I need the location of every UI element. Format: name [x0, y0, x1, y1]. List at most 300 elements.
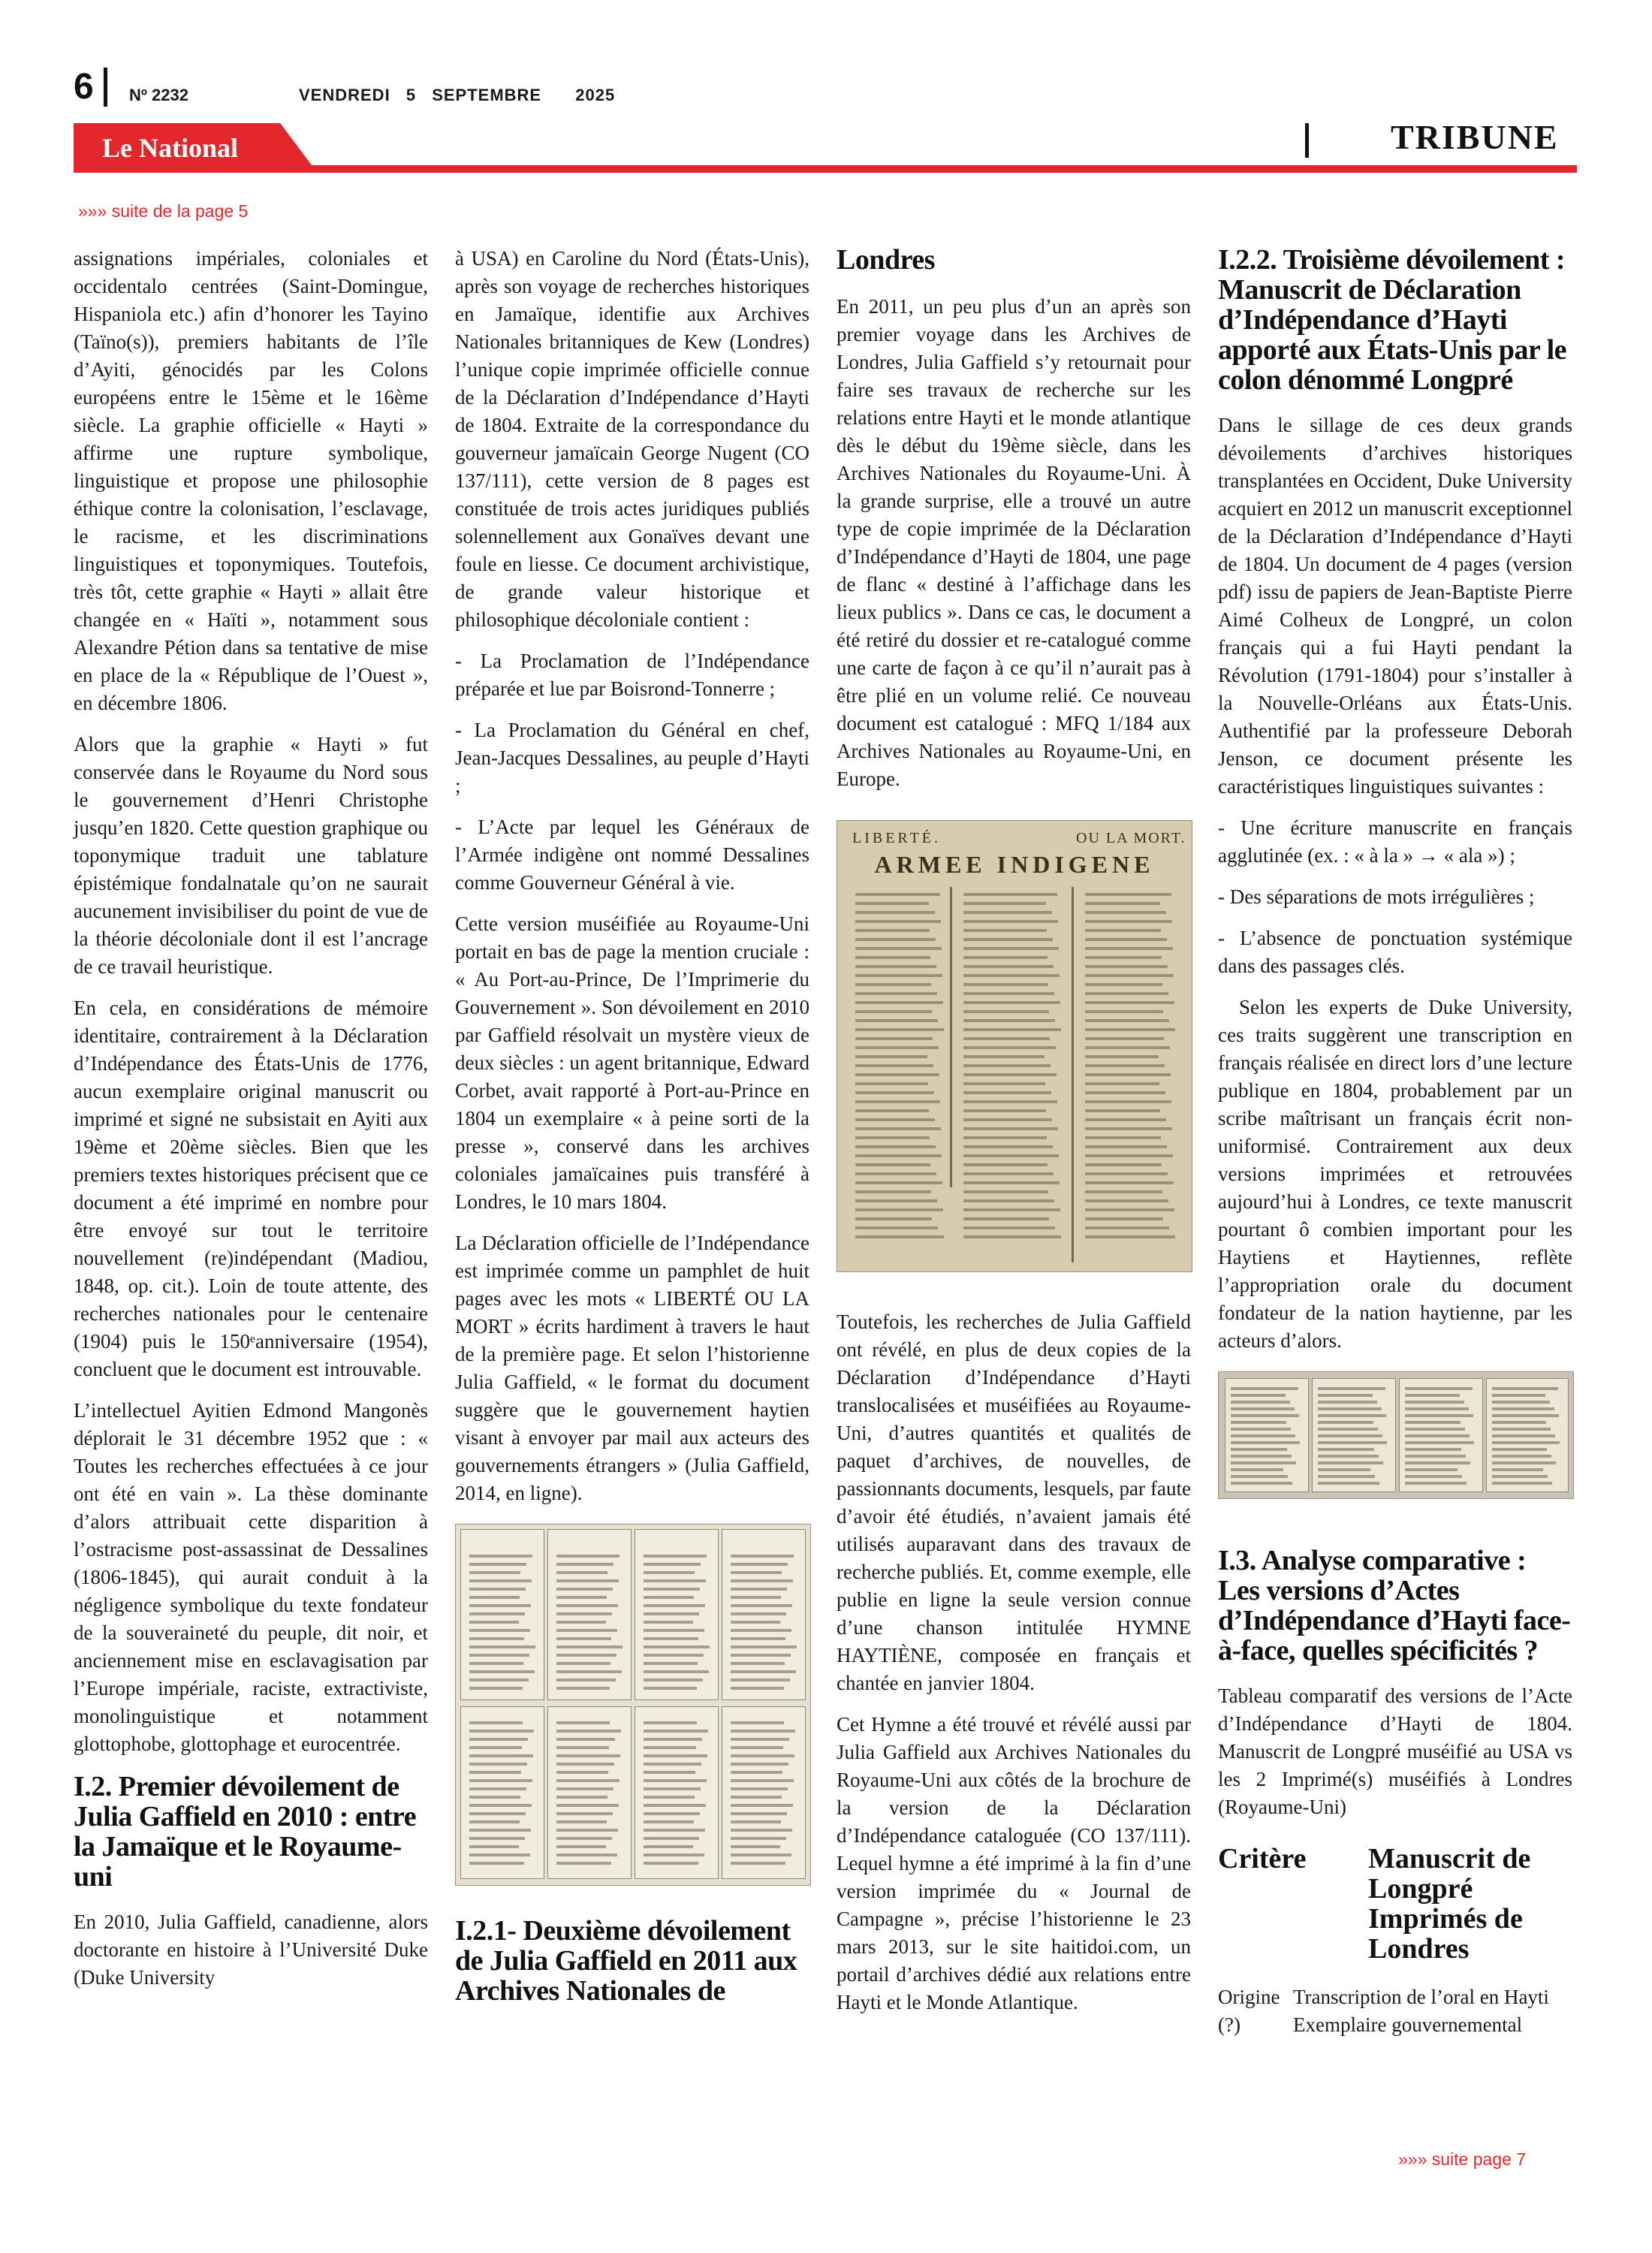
scan-text-line	[731, 1771, 782, 1774]
scan-text-line	[469, 1629, 530, 1632]
scan-text-line	[644, 1796, 695, 1799]
scan-text-line	[644, 1604, 705, 1607]
scan-text-line	[1231, 1407, 1295, 1410]
paragraph: En 2011, un peu plus d’un an après son premier voyage dans les Archives de Londres, Julia Gaffield s’y retournait pour faire ses travaux de recherche sur les relations entre Hayti et le monde atlantique dès le début du 19ème siècle, dans les Archives Nationales du Royaume-Uni. À la grande surprise, elle a trouvé un autre type de copie imprimée de la Déclaration d’Indépendance d’Hayti de 1804, une page de flanc « destiné à l’affichage dans les lieux publics ». Dans ce cas, le document a été retiré du dossier et re-catalogué comme une carte de façon à ce qu’il n’aurait pas à être plié en un volume relié. Ce nouveau document est catalogué : MFQ 1/184 aux Archives Nationales au Royaume-Uni, en Europe.	[837, 295, 1191, 790]
scan-text-line	[1085, 965, 1168, 968]
scan-text-line	[469, 1763, 527, 1766]
scan-text-line	[1085, 911, 1166, 914]
scan-text-line	[556, 1804, 619, 1807]
comparison-table-header	[1218, 1844, 1572, 1964]
scan-text-line	[963, 1100, 1057, 1103]
scan-text-line	[1085, 1154, 1173, 1157]
scan-text-line	[731, 1670, 796, 1673]
scan-text-line	[731, 1571, 782, 1574]
table-header-cell: Critère	[1218, 1843, 1307, 1874]
table-row	[1218, 1983, 1572, 2039]
column-1	[74, 245, 428, 2005]
scan-text-line	[731, 1721, 784, 1724]
scan-text-line	[469, 1687, 523, 1690]
scan-text-line	[556, 1845, 606, 1848]
scan-text-line	[855, 1226, 938, 1229]
scan-text-line	[855, 920, 941, 923]
scan-text-line	[469, 1820, 520, 1823]
scan-text-line	[1492, 1475, 1548, 1478]
scan-text-line	[644, 1721, 697, 1724]
scan-text-line	[963, 1064, 1051, 1067]
scan-text-line	[556, 1571, 607, 1574]
scan-text-line	[1231, 1475, 1288, 1478]
scan-text-line	[556, 1796, 607, 1799]
scan-text-line	[963, 1118, 1052, 1121]
scan-text-line	[556, 1563, 613, 1566]
scan-text-line	[1492, 1461, 1556, 1464]
armee-indigene-broadside-image	[837, 820, 1192, 1272]
scan-text-line	[556, 1629, 617, 1632]
scan-text-line	[963, 947, 1059, 950]
scan-text-line	[1492, 1387, 1558, 1390]
column-3	[837, 245, 1191, 2030]
scan-text-line	[556, 1787, 613, 1790]
scan-text-line	[1085, 1136, 1161, 1139]
scan-text-line	[1231, 1468, 1283, 1471]
scan-text-line	[963, 1199, 1054, 1202]
scan-text-line	[1085, 974, 1174, 977]
scan-text-line	[1085, 1082, 1159, 1085]
scan-text-line	[855, 1046, 939, 1049]
broadside-heading-left: LIBERTÉ.	[852, 830, 942, 846]
scan-text-line	[1085, 1055, 1159, 1058]
scan-text-line	[731, 1820, 781, 1823]
scan-text-line	[963, 893, 1057, 896]
header-rule	[74, 165, 1577, 173]
scan-text-line	[1085, 893, 1171, 896]
section-heading-1-3: I.3. Analyse comparative : Les versions d’Actes d’Indépendance d’Hayti face-à-face, quelles spécificités ?	[1218, 1545, 1571, 1666]
paragraph: Selon les experts de Duke University, ces traits suggèrent une transcription en français réalisée en direct lors d’une lecture publique en 1804, probablement par un scribe maîtrisant un français écrit non-uniformisé. Contrairement aux deux versions imprimées et retrouvées aujourd’hui à Londres, ce texte manuscrit pourtant ô combien important pour les Haytiens et Haytiennes, reflète l’appropriation orale du document fondateur de la nation haytienne, par les acteurs d’alors.	[1218, 996, 1572, 1352]
scan-text-line	[1231, 1448, 1287, 1451]
paragraph: Cet Hymne a été trouvé et révélé aussi par Julia Gaffield aux Archives Nationales du Royaume-Uni aux côtés de la brochure de la version de la Déclaration d’Indépendance cataloguée (CO 137/111). Lequel hymne a été imprimé à la fin d’une version imprimée du « Journal de Campagne », précise l’historienne le 23 mars 2013, sur le site haitidoi.com, un portail d’archives dédié aux relations entre Hayti et le Monde Atlantique.	[837, 1713, 1191, 2013]
scan-text-line	[1085, 1118, 1166, 1121]
scan-text-line	[1085, 1127, 1172, 1130]
scan-text-line	[644, 1645, 710, 1648]
scan-text-line	[1492, 1414, 1559, 1417]
scan-text-line	[1405, 1434, 1470, 1437]
scan-text-line	[1318, 1455, 1379, 1458]
scan-text-line	[1405, 1482, 1467, 1485]
scan-text-line	[855, 1082, 928, 1085]
scan-text-line	[731, 1687, 784, 1690]
scan-text-line	[731, 1579, 793, 1582]
scan-text-line	[963, 1091, 1051, 1094]
table-header-cell: Manuscrit de Longpré	[1368, 1843, 1531, 1905]
scan-text-line	[556, 1746, 609, 1749]
scan-text-line	[556, 1862, 611, 1865]
scan-text-line	[1492, 1421, 1546, 1424]
scan-text-line	[1085, 1019, 1169, 1022]
scan-text-line	[1405, 1448, 1461, 1451]
scan-text-line	[1231, 1421, 1286, 1424]
scan-text-line	[1085, 938, 1167, 941]
list-item: - La Proclamation du Général en chef, Jean-Jacques Dessalines, au peuple d’Hayti ;	[455, 719, 809, 797]
scan-text-line	[855, 1208, 943, 1211]
scan-text-line	[1318, 1461, 1383, 1464]
scan-text-line	[1318, 1468, 1370, 1471]
page-number-divider	[104, 68, 107, 107]
scan-text-line	[1405, 1441, 1474, 1444]
scan-text-line	[731, 1779, 794, 1782]
scan-text-line	[1405, 1455, 1466, 1458]
scan-text-line	[469, 1754, 533, 1757]
broadside-title: ARMEE INDIGENE	[874, 851, 1155, 878]
scan-text-line	[963, 1001, 1060, 1004]
paragraph: assignations impériales, coloniales et occidentalo centrées (Saint-Domingue, Hispaniola etc.) afin d’honorer les Tayino (Taïno(s)), premiers habitants de l’île d’Ayiti, génocidés par les Colons européens entre le 15ème et le 16ème siècle. La graphie officielle « Hayti » affirme une rupture symbolique, linguistique et propose une philosophie éthique contre la colonisation, l’esclavage, le racisme, et les discriminations linguistiques et toponymiques. Toutefois, très tôt, cette graphie « Hayti » allait être changée en « Haïti », notamment sous Alexandre Pétion dans sa tentative de mise en place de la « République de l’Ouest », en décembre 1806.	[74, 247, 428, 714]
broadside-column-rule	[950, 887, 952, 1187]
scan-text-line	[1231, 1434, 1295, 1437]
scan-text-line	[1492, 1468, 1543, 1471]
scan-text-line	[556, 1654, 616, 1657]
scan-text-line	[556, 1754, 620, 1757]
date-day: 5	[405, 86, 417, 104]
scan-text-line	[469, 1721, 523, 1724]
scan-text-line	[556, 1837, 612, 1840]
table-cell-text: Origine	[1218, 1986, 1280, 2008]
scan-text-line	[731, 1612, 786, 1615]
scan-text-line	[1085, 1190, 1162, 1193]
scan-text-line	[855, 1190, 931, 1193]
scan-text-line	[469, 1779, 532, 1782]
scan-text-line	[1492, 1434, 1555, 1437]
list-item: - Une écriture manuscrite en français agglutinée (ex. : « à la » → « ala ») ;	[1218, 816, 1572, 867]
scan-text-line	[644, 1862, 698, 1865]
scan-text-line	[469, 1746, 522, 1749]
section-heading-continued: Londres	[837, 244, 935, 276]
scan-text-line	[855, 1118, 935, 1121]
scan-text-line	[1492, 1394, 1545, 1397]
paragraph: Dans le sillage de ces deux grands dévoilements d’archives historiques transplantées en Occident, Duke University acquiert en 2012 un manuscrit exceptionnel de la Déclaration d’Indépendance d’Hayti de 1804. Un document de 4 pages (version pdf) issu de papiers de Jean-Baptiste Pierre Aimé Colheux de Longpré, un colon français qui a fui Hayti pendant la Révolution (1791-1804) pour s’installer à la Nouvelle-Orléans aux États-Unis. Authentifié par la professeure Deborah Jenson, ce document présente les caractéristiques linguistiques suivantes :	[1218, 414, 1572, 798]
scan-text-line	[1085, 902, 1160, 905]
scan-text-line	[855, 1028, 944, 1031]
scan-text-line	[1318, 1428, 1378, 1431]
scan-text-line	[963, 1028, 1061, 1031]
scan-text-line	[469, 1853, 530, 1856]
scan-text-line	[731, 1829, 792, 1832]
scan-text-line	[1231, 1455, 1292, 1458]
scan-text-line	[855, 1091, 934, 1094]
scan-text-line	[1231, 1387, 1298, 1390]
date-weekday: VENDREDI	[299, 86, 390, 104]
scan-text-line	[1085, 947, 1173, 950]
scan-text-line	[644, 1845, 693, 1848]
scan-text-line	[963, 1109, 1046, 1112]
scan-text-line	[469, 1604, 531, 1607]
scan-text-line	[556, 1738, 615, 1741]
scan-text-line	[1318, 1475, 1375, 1478]
scan-text-line	[644, 1746, 696, 1749]
scan-text-line	[731, 1588, 787, 1591]
longpre-manuscript-image	[1218, 1371, 1574, 1499]
column-2	[455, 245, 809, 2022]
scan-text-line	[855, 992, 937, 995]
scan-text-line	[855, 1001, 943, 1004]
scan-text-line	[469, 1662, 523, 1665]
scan-text-line	[1085, 1001, 1174, 1004]
scan-text-line	[469, 1588, 526, 1591]
scan-text-line	[644, 1687, 697, 1690]
scan-text-line	[731, 1555, 794, 1558]
scan-text-line	[556, 1645, 623, 1648]
scan-text-line	[963, 1226, 1055, 1229]
scan-text-line	[963, 1019, 1055, 1022]
scan-text-line	[1318, 1387, 1385, 1390]
continued-from-link[interactable]: »»» suite de la page 5	[78, 201, 249, 221]
scan-text-line	[556, 1678, 616, 1681]
scan-text-line	[1492, 1407, 1554, 1410]
scan-text-line	[556, 1662, 610, 1665]
scan-text-line	[1318, 1407, 1382, 1410]
section-title: TRIBUNE	[1391, 118, 1559, 156]
scan-text-line	[1085, 1199, 1168, 1202]
scan-text-line	[469, 1654, 529, 1657]
scan-text-line	[1085, 992, 1168, 995]
scan-text-line	[1318, 1482, 1379, 1485]
scan-text-line	[556, 1596, 607, 1599]
scan-text-line	[731, 1853, 791, 1856]
scan-text-line	[731, 1730, 795, 1733]
scan-text-line	[1231, 1394, 1286, 1397]
scan-text-line	[963, 920, 1058, 923]
scan-text-line	[1085, 1028, 1175, 1031]
scan-text-line	[556, 1588, 613, 1591]
scan-text-line	[855, 1109, 929, 1112]
scan-text-line	[469, 1829, 531, 1832]
scan-text-line	[644, 1654, 704, 1657]
scan-text-line	[1085, 1172, 1168, 1175]
scan-text-line	[469, 1730, 534, 1733]
scan-text-line	[644, 1555, 707, 1558]
scan-text-line	[855, 1163, 930, 1166]
scan-text-line	[963, 992, 1054, 995]
scan-text-line	[855, 911, 935, 914]
scan-text-line	[644, 1678, 703, 1681]
scan-text-line	[963, 1235, 1061, 1238]
scan-text-line	[1318, 1401, 1377, 1404]
scan-text-line	[469, 1804, 532, 1807]
scan-text-line	[469, 1771, 521, 1774]
section-heading-1-2-2: I.2.2. Troisième dévoilement : Manuscrit de Déclaration d’Indépendance d’Hayti apporté aux États-Unis par le colon dénommé Longpré	[1218, 244, 1567, 396]
table-header-cell: Imprimés de Londres	[1368, 1903, 1523, 1965]
scan-text-line	[1318, 1448, 1374, 1451]
scan-text-line	[644, 1754, 707, 1757]
paragraph: La Déclaration officielle de l’Indépendance est imprimée comme un pamphlet de huit pages avec les mots « LIBERTÉ OU LA MORT » écrits hardiment à travers le haut de la première page. Et selon l’historienne Julia Gaffield, « le format du document suggère que le gouvernement haytien visant à envoyer par mail aux acteurs des gouvernements étrangers » (Julia Gaffield, 2014, en ligne).	[455, 1232, 809, 1504]
scan-text-line	[1085, 1217, 1163, 1220]
scan-text-line	[855, 1127, 941, 1130]
section-heading-1-2-1: I.2.1- Deuxième dévoilement de Julia Gaffield en 2011 aux Archives Nationales de	[455, 1915, 797, 2007]
scan-text-line	[855, 1073, 939, 1076]
scan-text-line	[469, 1637, 524, 1640]
scan-text-line	[1405, 1475, 1462, 1478]
scan-text-line	[1405, 1394, 1460, 1397]
scan-text-line	[556, 1604, 618, 1607]
scan-text-line	[1405, 1428, 1465, 1431]
scan-text-line	[855, 929, 930, 932]
paragraph: Tableau comparatif des versions de l’Acte d’Indépendance d’Hayti de 1804. Manuscrit de Longpré muséifié au USA vs les 2 Imprimé(s) muséifiés à Londres (Royaume-Uni)	[1218, 1684, 1572, 1818]
scan-text-line	[855, 947, 942, 950]
scan-text-line	[469, 1612, 525, 1615]
scan-text-line	[1318, 1394, 1373, 1397]
paragraph: En 2010, Julia Gaffield, canadienne, alors doctorante en histoire à l’Université Duke (Duke University	[74, 1911, 428, 1989]
scan-text-line	[731, 1837, 786, 1840]
scan-text-line	[644, 1629, 704, 1632]
scan-text-line	[963, 929, 1047, 932]
scan-text-line	[1492, 1448, 1547, 1451]
scan-text-line	[469, 1787, 526, 1790]
scan-text-line	[1492, 1455, 1551, 1458]
publication-date	[299, 86, 626, 105]
scan-text-line	[963, 1163, 1048, 1166]
scan-text-line	[556, 1763, 614, 1766]
broadside-heading-right: OU LA MORT.	[1076, 830, 1186, 846]
table-cell-text: Exemplaire gouvernemental	[1293, 2013, 1523, 2036]
scan-text-line	[1085, 1100, 1171, 1103]
scan-text-line	[469, 1845, 519, 1848]
scan-text-line	[644, 1662, 698, 1665]
scan-text-line	[1231, 1482, 1292, 1485]
scan-text-line	[644, 1670, 709, 1673]
scan-text-line	[963, 1145, 1053, 1148]
scan-text-line	[556, 1853, 617, 1856]
scan-text-line	[1231, 1441, 1300, 1444]
scan-text-line	[963, 1136, 1047, 1139]
scan-text-line	[1085, 1163, 1162, 1166]
scan-text-line	[731, 1621, 780, 1624]
scan-text-line	[556, 1612, 612, 1615]
scan-text-line	[731, 1596, 781, 1599]
scan-text-line	[963, 1046, 1056, 1049]
scan-text-line	[556, 1637, 611, 1640]
scan-text-line	[1492, 1441, 1560, 1444]
scan-text-line	[644, 1787, 701, 1790]
scan-text-line	[469, 1645, 535, 1648]
scan-text-line	[731, 1662, 785, 1665]
scan-text-line	[963, 965, 1054, 968]
scan-text-line	[963, 983, 1048, 986]
scan-text-line	[1085, 1073, 1171, 1076]
scan-text-line	[963, 1208, 1060, 1211]
scan-text-line	[644, 1812, 700, 1815]
scan-text-line	[855, 983, 931, 986]
scan-text-line	[963, 1154, 1059, 1157]
list-item: - L’absence de ponctuation systémique dans des passages clés.	[1218, 927, 1572, 977]
scan-text-line	[963, 1082, 1045, 1085]
scan-text-line	[1085, 1208, 1174, 1211]
scan-text-line	[1085, 1010, 1163, 1013]
broadside-column-rule	[1072, 887, 1074, 1262]
scan-text-line	[644, 1730, 708, 1733]
scan-text-line	[1085, 983, 1162, 986]
issue-number: Nº 2232	[129, 86, 188, 104]
paragraph: En cela, en considérations de mémoire identitaire, contrairement à la Déclaration d’Indépendance des États-Unis de 1776, aucun exemplaire original manuscrit ou imprimé et signé ne subsistait en Ayiti aux 19ème et 20ème siècles. Bien que les premiers textes historiques précisent que ce document a été imprimé en nombre pour être envoyé sur tout le territoire nouvellement (re)indépendant (Madiou, 1848, op. cit.). Loin de toute attente, des recherches nationales pour le centenaire (1904) puis le 150ᵉanniversaire (1954), concluent que le document est introuvable.	[74, 997, 428, 1380]
continued-to-link[interactable]: »»» suite page 7	[1398, 2149, 1527, 2169]
scan-text-line	[1085, 1181, 1174, 1184]
scan-text-line	[963, 1037, 1050, 1040]
scan-text-line	[556, 1730, 621, 1733]
scan-text-line	[644, 1563, 701, 1566]
scan-text-line	[556, 1687, 610, 1690]
scan-text-line	[644, 1621, 693, 1624]
scan-text-line	[855, 893, 940, 896]
scan-text-line	[644, 1779, 707, 1782]
scan-text-line	[1405, 1421, 1461, 1424]
scan-text-line	[469, 1571, 520, 1574]
scan-text-line	[855, 1235, 944, 1238]
scan-text-line	[469, 1579, 532, 1582]
scan-text-line	[963, 1181, 1060, 1184]
scan-text-line	[1405, 1468, 1458, 1471]
scan-text-line	[469, 1738, 528, 1741]
scan-text-line	[855, 1181, 942, 1184]
scan-text-line	[644, 1637, 698, 1640]
scan-text-line	[855, 1055, 927, 1058]
scan-text-line	[731, 1604, 792, 1607]
scan-text-line	[963, 974, 1060, 977]
scan-text-line	[556, 1621, 606, 1624]
scan-text-line	[855, 1010, 932, 1013]
scan-text-line	[855, 1136, 930, 1139]
scan-text-line	[644, 1571, 695, 1574]
scan-text-line	[469, 1596, 520, 1599]
scan-text-line	[1318, 1434, 1382, 1437]
scan-text-line	[731, 1862, 785, 1865]
scan-text-line	[855, 1199, 937, 1202]
scan-text-line	[1085, 929, 1161, 932]
scan-text-line	[855, 1037, 933, 1040]
scan-text-line	[1318, 1414, 1386, 1417]
scan-text-line	[644, 1771, 695, 1774]
scan-text-line	[644, 1853, 704, 1856]
list-item: - L’Acte par lequel les Généraux de l’Armée indigène ont nommé Dessalines comme Gouverneur Général à vie.	[455, 816, 809, 894]
scan-text-line	[1085, 1109, 1160, 1112]
scan-text-line	[556, 1721, 610, 1724]
scan-text-line	[644, 1820, 694, 1823]
column-4	[1218, 245, 1572, 2039]
scan-text-line	[1085, 1226, 1169, 1229]
scan-text-line	[963, 1010, 1049, 1013]
scan-text-line	[855, 938, 936, 941]
scan-text-line	[469, 1621, 519, 1624]
page-number: 6	[74, 67, 94, 107]
scan-text-line	[469, 1837, 525, 1840]
section-heading-1-2: I.2. Premier dévoilement de Julia Gaffield en 2010 : entre la Jamaïque et le Royaume-uni	[74, 1771, 417, 1893]
scan-text-line	[644, 1612, 699, 1615]
scan-text-line	[731, 1787, 788, 1790]
table-header-columns	[1368, 1844, 1572, 1964]
scan-text-line	[1231, 1401, 1290, 1404]
scan-text-line	[556, 1555, 620, 1558]
scan-text-line	[469, 1862, 524, 1865]
scan-text-line	[1231, 1414, 1299, 1417]
scan-text-line	[1085, 1037, 1164, 1040]
scan-text-line	[731, 1746, 783, 1749]
scan-text-line	[644, 1804, 706, 1807]
scan-text-line	[855, 1019, 938, 1022]
scan-text-line	[731, 1796, 782, 1799]
scan-text-line	[855, 965, 936, 968]
list-item: - La Proclamation de l’Indépendance préparée et lue par Boisrond-Tonnerre ;	[455, 650, 809, 700]
scan-text-line	[556, 1812, 613, 1815]
scan-text-line	[556, 1771, 608, 1774]
table-cell-text: Transcription de l’oral en Hayti	[1293, 1986, 1549, 2008]
scan-text-line	[1085, 920, 1172, 923]
scan-text-line	[731, 1629, 791, 1632]
